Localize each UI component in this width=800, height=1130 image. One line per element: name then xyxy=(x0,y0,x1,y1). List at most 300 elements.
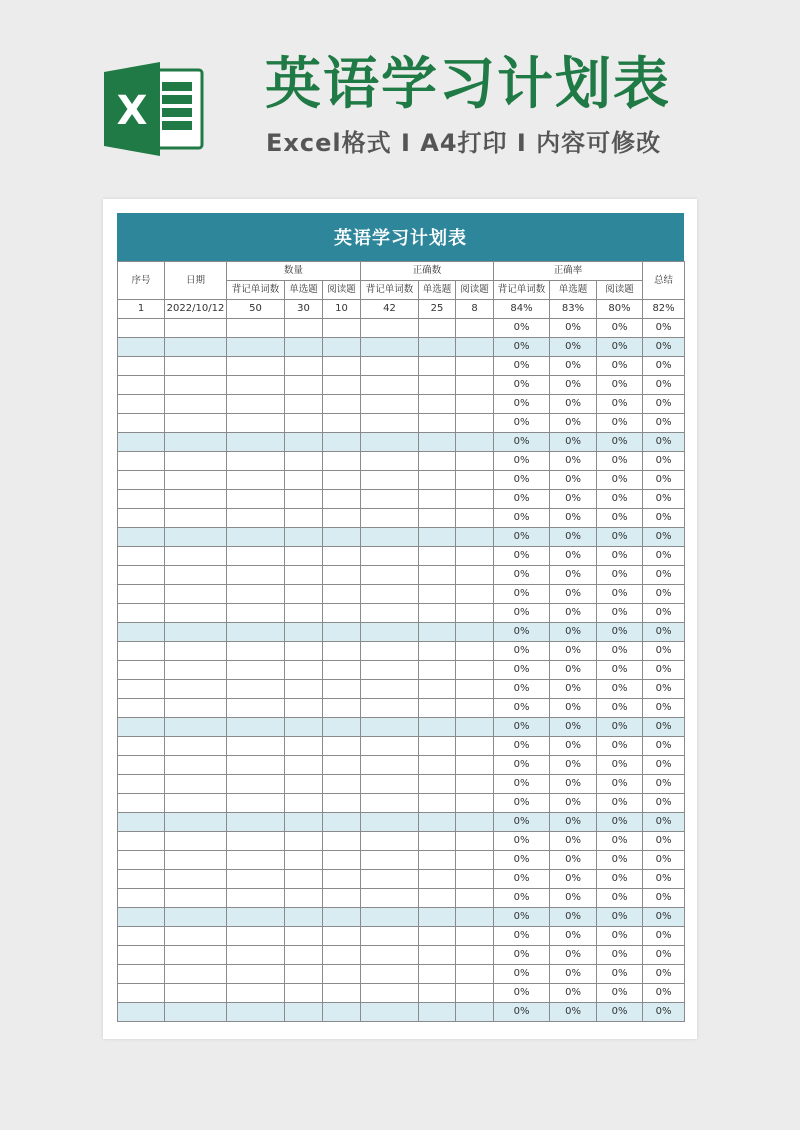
cell-rate-reading[interactable]: 0% xyxy=(597,338,643,357)
cell-qty-reading[interactable] xyxy=(323,566,361,585)
cell-date[interactable] xyxy=(165,490,227,509)
cell-date[interactable] xyxy=(165,1003,227,1022)
cell-rate-reading[interactable]: 0% xyxy=(597,395,643,414)
cell-correct-reading[interactable] xyxy=(456,832,494,851)
cell-qty-choice[interactable] xyxy=(285,471,323,490)
cell-rate-vocab[interactable]: 0% xyxy=(494,965,550,984)
cell-rate-vocab[interactable]: 0% xyxy=(494,984,550,1003)
cell-qty-choice[interactable] xyxy=(285,433,323,452)
cell-rate-vocab[interactable]: 0% xyxy=(494,680,550,699)
cell-rate-reading[interactable]: 0% xyxy=(597,471,643,490)
cell-correct-reading[interactable] xyxy=(456,718,494,737)
cell-qty-choice[interactable] xyxy=(285,623,323,642)
cell-rate-reading[interactable]: 0% xyxy=(597,528,643,547)
cell-qty-vocab[interactable] xyxy=(227,623,285,642)
cell-total[interactable]: 0% xyxy=(643,471,685,490)
cell-qty-choice[interactable] xyxy=(285,1003,323,1022)
cell-qty-choice[interactable] xyxy=(285,908,323,927)
cell-seq[interactable] xyxy=(118,566,165,585)
cell-rate-choice[interactable]: 0% xyxy=(550,528,597,547)
cell-qty-choice[interactable] xyxy=(285,718,323,737)
cell-seq[interactable] xyxy=(118,661,165,680)
cell-correct-choice[interactable] xyxy=(419,547,456,566)
cell-rate-vocab[interactable]: 0% xyxy=(494,585,550,604)
cell-rate-reading[interactable]: 0% xyxy=(597,908,643,927)
cell-total[interactable]: 0% xyxy=(643,851,685,870)
cell-rate-reading[interactable]: 0% xyxy=(597,547,643,566)
cell-qty-reading[interactable] xyxy=(323,775,361,794)
cell-qty-reading[interactable] xyxy=(323,452,361,471)
cell-correct-reading[interactable] xyxy=(456,775,494,794)
cell-rate-reading[interactable]: 0% xyxy=(597,623,643,642)
cell-date[interactable] xyxy=(165,737,227,756)
cell-qty-reading[interactable] xyxy=(323,794,361,813)
cell-qty-vocab[interactable] xyxy=(227,433,285,452)
cell-correct-choice[interactable] xyxy=(419,984,456,1003)
cell-rate-choice[interactable]: 83% xyxy=(550,300,597,319)
cell-correct-reading[interactable] xyxy=(456,908,494,927)
cell-correct-reading[interactable] xyxy=(456,376,494,395)
cell-qty-vocab[interactable] xyxy=(227,927,285,946)
cell-date[interactable] xyxy=(165,699,227,718)
cell-qty-vocab[interactable] xyxy=(227,1003,285,1022)
cell-total[interactable]: 0% xyxy=(643,623,685,642)
cell-total[interactable]: 0% xyxy=(643,756,685,775)
cell-rate-vocab[interactable]: 0% xyxy=(494,642,550,661)
cell-correct-choice[interactable] xyxy=(419,927,456,946)
cell-qty-choice[interactable] xyxy=(285,452,323,471)
cell-rate-choice[interactable]: 0% xyxy=(550,376,597,395)
cell-rate-choice[interactable]: 0% xyxy=(550,851,597,870)
cell-rate-choice[interactable]: 0% xyxy=(550,870,597,889)
cell-correct-vocab[interactable] xyxy=(361,528,419,547)
cell-rate-reading[interactable]: 0% xyxy=(597,832,643,851)
cell-date[interactable] xyxy=(165,718,227,737)
cell-correct-reading[interactable] xyxy=(456,699,494,718)
cell-date[interactable] xyxy=(165,623,227,642)
cell-correct-choice[interactable] xyxy=(419,623,456,642)
cell-total[interactable]: 0% xyxy=(643,604,685,623)
cell-correct-reading[interactable] xyxy=(456,642,494,661)
cell-rate-choice[interactable]: 0% xyxy=(550,509,597,528)
cell-correct-reading[interactable] xyxy=(456,528,494,547)
cell-rate-reading[interactable]: 0% xyxy=(597,490,643,509)
cell-qty-choice[interactable] xyxy=(285,832,323,851)
cell-rate-reading[interactable]: 80% xyxy=(597,300,643,319)
cell-correct-vocab[interactable] xyxy=(361,984,419,1003)
cell-seq[interactable] xyxy=(118,832,165,851)
cell-qty-choice[interactable] xyxy=(285,756,323,775)
cell-correct-choice[interactable] xyxy=(419,832,456,851)
cell-correct-choice[interactable] xyxy=(419,680,456,699)
cell-total[interactable]: 0% xyxy=(643,908,685,927)
cell-qty-vocab[interactable] xyxy=(227,946,285,965)
cell-correct-choice[interactable] xyxy=(419,357,456,376)
cell-qty-reading[interactable] xyxy=(323,851,361,870)
cell-correct-choice[interactable] xyxy=(419,851,456,870)
cell-qty-choice[interactable] xyxy=(285,889,323,908)
cell-date[interactable] xyxy=(165,585,227,604)
cell-rate-vocab[interactable]: 0% xyxy=(494,718,550,737)
cell-qty-vocab[interactable] xyxy=(227,661,285,680)
cell-seq[interactable] xyxy=(118,889,165,908)
cell-rate-vocab[interactable]: 0% xyxy=(494,528,550,547)
cell-qty-choice[interactable] xyxy=(285,737,323,756)
cell-qty-choice[interactable] xyxy=(285,376,323,395)
cell-correct-reading[interactable] xyxy=(456,984,494,1003)
cell-qty-reading[interactable] xyxy=(323,965,361,984)
cell-rate-reading[interactable]: 0% xyxy=(597,718,643,737)
cell-qty-choice[interactable] xyxy=(285,509,323,528)
cell-seq[interactable] xyxy=(118,528,165,547)
cell-rate-choice[interactable]: 0% xyxy=(550,889,597,908)
cell-correct-choice[interactable] xyxy=(419,756,456,775)
cell-qty-reading[interactable] xyxy=(323,927,361,946)
cell-rate-choice[interactable]: 0% xyxy=(550,775,597,794)
cell-rate-reading[interactable]: 0% xyxy=(597,604,643,623)
cell-qty-reading[interactable] xyxy=(323,699,361,718)
cell-qty-vocab[interactable] xyxy=(227,718,285,737)
cell-rate-choice[interactable]: 0% xyxy=(550,623,597,642)
cell-qty-choice[interactable] xyxy=(285,528,323,547)
cell-date[interactable] xyxy=(165,338,227,357)
cell-qty-reading[interactable] xyxy=(323,756,361,775)
cell-qty-choice[interactable] xyxy=(285,813,323,832)
cell-correct-choice[interactable] xyxy=(419,737,456,756)
cell-rate-reading[interactable]: 0% xyxy=(597,319,643,338)
cell-rate-reading[interactable]: 0% xyxy=(597,1003,643,1022)
cell-total[interactable]: 0% xyxy=(643,414,685,433)
cell-rate-reading[interactable]: 0% xyxy=(597,984,643,1003)
cell-total[interactable]: 0% xyxy=(643,680,685,699)
cell-correct-reading[interactable] xyxy=(456,433,494,452)
cell-date[interactable] xyxy=(165,433,227,452)
cell-rate-vocab[interactable]: 0% xyxy=(494,414,550,433)
cell-date[interactable] xyxy=(165,642,227,661)
cell-qty-reading[interactable]: 10 xyxy=(323,300,361,319)
cell-rate-reading[interactable]: 0% xyxy=(597,642,643,661)
cell-seq[interactable] xyxy=(118,414,165,433)
cell-correct-reading[interactable]: 8 xyxy=(456,300,494,319)
cell-rate-reading[interactable]: 0% xyxy=(597,851,643,870)
cell-qty-reading[interactable] xyxy=(323,585,361,604)
cell-correct-vocab[interactable] xyxy=(361,414,419,433)
cell-date[interactable] xyxy=(165,509,227,528)
cell-correct-vocab[interactable] xyxy=(361,794,419,813)
cell-seq[interactable] xyxy=(118,642,165,661)
cell-seq[interactable] xyxy=(118,319,165,338)
cell-correct-reading[interactable] xyxy=(456,680,494,699)
cell-qty-vocab[interactable] xyxy=(227,547,285,566)
cell-rate-vocab[interactable]: 0% xyxy=(494,547,550,566)
cell-correct-vocab[interactable] xyxy=(361,319,419,338)
cell-correct-reading[interactable] xyxy=(456,566,494,585)
cell-qty-reading[interactable] xyxy=(323,946,361,965)
cell-rate-vocab[interactable]: 0% xyxy=(494,319,550,338)
cell-qty-choice[interactable] xyxy=(285,794,323,813)
cell-rate-choice[interactable]: 0% xyxy=(550,699,597,718)
cell-correct-vocab[interactable] xyxy=(361,737,419,756)
cell-qty-choice[interactable] xyxy=(285,585,323,604)
cell-rate-choice[interactable]: 0% xyxy=(550,566,597,585)
cell-rate-vocab[interactable]: 0% xyxy=(494,1003,550,1022)
cell-correct-vocab[interactable] xyxy=(361,927,419,946)
cell-qty-reading[interactable] xyxy=(323,414,361,433)
cell-correct-vocab[interactable] xyxy=(361,357,419,376)
cell-date[interactable] xyxy=(165,813,227,832)
cell-rate-reading[interactable]: 0% xyxy=(597,452,643,471)
cell-rate-vocab[interactable]: 0% xyxy=(494,357,550,376)
cell-correct-choice[interactable] xyxy=(419,870,456,889)
cell-total[interactable]: 0% xyxy=(643,585,685,604)
cell-seq[interactable] xyxy=(118,452,165,471)
cell-total[interactable]: 0% xyxy=(643,794,685,813)
cell-correct-choice[interactable] xyxy=(419,965,456,984)
cell-rate-vocab[interactable]: 0% xyxy=(494,566,550,585)
cell-date[interactable] xyxy=(165,889,227,908)
cell-total[interactable]: 0% xyxy=(643,395,685,414)
cell-correct-choice[interactable] xyxy=(419,376,456,395)
cell-rate-choice[interactable]: 0% xyxy=(550,661,597,680)
cell-qty-reading[interactable] xyxy=(323,528,361,547)
cell-seq[interactable] xyxy=(118,813,165,832)
cell-correct-choice[interactable] xyxy=(419,414,456,433)
cell-rate-vocab[interactable]: 0% xyxy=(494,889,550,908)
cell-rate-vocab[interactable]: 0% xyxy=(494,813,550,832)
cell-total[interactable]: 0% xyxy=(643,376,685,395)
cell-rate-vocab[interactable]: 0% xyxy=(494,509,550,528)
cell-rate-vocab[interactable]: 0% xyxy=(494,851,550,870)
cell-rate-reading[interactable]: 0% xyxy=(597,414,643,433)
cell-total[interactable]: 0% xyxy=(643,433,685,452)
cell-seq[interactable] xyxy=(118,946,165,965)
cell-qty-reading[interactable] xyxy=(323,661,361,680)
cell-qty-reading[interactable] xyxy=(323,509,361,528)
cell-seq[interactable] xyxy=(118,984,165,1003)
cell-qty-vocab[interactable] xyxy=(227,965,285,984)
cell-total[interactable]: 0% xyxy=(643,1003,685,1022)
cell-correct-reading[interactable] xyxy=(456,813,494,832)
cell-rate-choice[interactable]: 0% xyxy=(550,832,597,851)
cell-total[interactable]: 0% xyxy=(643,946,685,965)
cell-correct-choice[interactable] xyxy=(419,908,456,927)
cell-qty-reading[interactable] xyxy=(323,908,361,927)
cell-correct-vocab[interactable] xyxy=(361,908,419,927)
cell-rate-reading[interactable]: 0% xyxy=(597,889,643,908)
cell-qty-reading[interactable] xyxy=(323,338,361,357)
cell-rate-choice[interactable]: 0% xyxy=(550,927,597,946)
cell-qty-choice[interactable] xyxy=(285,775,323,794)
cell-correct-choice[interactable] xyxy=(419,319,456,338)
cell-correct-reading[interactable] xyxy=(456,338,494,357)
cell-qty-vocab[interactable] xyxy=(227,566,285,585)
cell-qty-vocab[interactable]: 50 xyxy=(227,300,285,319)
cell-correct-reading[interactable] xyxy=(456,661,494,680)
cell-correct-choice[interactable] xyxy=(419,528,456,547)
cell-qty-vocab[interactable] xyxy=(227,737,285,756)
cell-correct-reading[interactable] xyxy=(456,1003,494,1022)
cell-qty-choice[interactable] xyxy=(285,984,323,1003)
cell-total[interactable]: 0% xyxy=(643,889,685,908)
cell-qty-reading[interactable] xyxy=(323,395,361,414)
cell-correct-reading[interactable] xyxy=(456,889,494,908)
cell-total[interactable]: 0% xyxy=(643,547,685,566)
cell-rate-choice[interactable]: 0% xyxy=(550,813,597,832)
cell-correct-reading[interactable] xyxy=(456,585,494,604)
cell-total[interactable]: 0% xyxy=(643,452,685,471)
cell-seq[interactable] xyxy=(118,775,165,794)
cell-correct-choice[interactable] xyxy=(419,1003,456,1022)
cell-total[interactable]: 0% xyxy=(643,661,685,680)
cell-rate-vocab[interactable]: 0% xyxy=(494,699,550,718)
cell-seq[interactable] xyxy=(118,756,165,775)
cell-rate-reading[interactable]: 0% xyxy=(597,661,643,680)
cell-qty-reading[interactable] xyxy=(323,1003,361,1022)
cell-correct-vocab[interactable] xyxy=(361,775,419,794)
cell-correct-vocab[interactable] xyxy=(361,813,419,832)
cell-seq[interactable] xyxy=(118,737,165,756)
cell-correct-choice[interactable] xyxy=(419,566,456,585)
cell-correct-reading[interactable] xyxy=(456,395,494,414)
cell-correct-choice[interactable] xyxy=(419,661,456,680)
cell-correct-vocab[interactable] xyxy=(361,661,419,680)
cell-rate-vocab[interactable]: 0% xyxy=(494,870,550,889)
cell-correct-reading[interactable] xyxy=(456,623,494,642)
cell-seq[interactable] xyxy=(118,965,165,984)
cell-qty-reading[interactable] xyxy=(323,870,361,889)
cell-date[interactable] xyxy=(165,946,227,965)
cell-qty-vocab[interactable] xyxy=(227,490,285,509)
cell-qty-vocab[interactable] xyxy=(227,832,285,851)
cell-qty-choice[interactable] xyxy=(285,357,323,376)
cell-date[interactable] xyxy=(165,908,227,927)
cell-qty-vocab[interactable] xyxy=(227,452,285,471)
cell-correct-vocab[interactable] xyxy=(361,699,419,718)
cell-correct-choice[interactable] xyxy=(419,433,456,452)
cell-seq[interactable] xyxy=(118,357,165,376)
cell-correct-vocab[interactable] xyxy=(361,1003,419,1022)
cell-qty-reading[interactable] xyxy=(323,680,361,699)
cell-total[interactable]: 0% xyxy=(643,357,685,376)
cell-rate-choice[interactable]: 0% xyxy=(550,319,597,338)
cell-rate-reading[interactable]: 0% xyxy=(597,870,643,889)
cell-total[interactable]: 0% xyxy=(643,490,685,509)
cell-qty-choice[interactable] xyxy=(285,604,323,623)
cell-qty-reading[interactable] xyxy=(323,832,361,851)
cell-correct-reading[interactable] xyxy=(456,414,494,433)
cell-qty-reading[interactable] xyxy=(323,718,361,737)
cell-correct-vocab[interactable] xyxy=(361,452,419,471)
cell-date[interactable] xyxy=(165,661,227,680)
cell-rate-choice[interactable]: 0% xyxy=(550,585,597,604)
cell-qty-reading[interactable] xyxy=(323,319,361,338)
cell-correct-vocab[interactable] xyxy=(361,433,419,452)
cell-rate-vocab[interactable]: 0% xyxy=(494,623,550,642)
cell-qty-choice[interactable] xyxy=(285,319,323,338)
cell-total[interactable]: 0% xyxy=(643,870,685,889)
cell-qty-choice[interactable] xyxy=(285,870,323,889)
cell-correct-vocab[interactable] xyxy=(361,965,419,984)
cell-date[interactable] xyxy=(165,984,227,1003)
cell-qty-choice[interactable] xyxy=(285,699,323,718)
cell-date[interactable] xyxy=(165,528,227,547)
cell-qty-vocab[interactable] xyxy=(227,357,285,376)
cell-correct-reading[interactable] xyxy=(456,490,494,509)
cell-seq[interactable] xyxy=(118,623,165,642)
cell-correct-vocab[interactable] xyxy=(361,642,419,661)
cell-rate-reading[interactable]: 0% xyxy=(597,775,643,794)
cell-correct-choice[interactable] xyxy=(419,452,456,471)
cell-correct-vocab[interactable] xyxy=(361,604,419,623)
cell-rate-vocab[interactable]: 84% xyxy=(494,300,550,319)
cell-correct-reading[interactable] xyxy=(456,946,494,965)
cell-qty-vocab[interactable] xyxy=(227,338,285,357)
cell-rate-vocab[interactable]: 0% xyxy=(494,794,550,813)
cell-correct-reading[interactable] xyxy=(456,965,494,984)
cell-seq[interactable] xyxy=(118,471,165,490)
cell-correct-reading[interactable] xyxy=(456,471,494,490)
cell-rate-vocab[interactable]: 0% xyxy=(494,490,550,509)
cell-date[interactable] xyxy=(165,604,227,623)
cell-qty-choice[interactable] xyxy=(285,946,323,965)
cell-qty-choice[interactable] xyxy=(285,414,323,433)
cell-seq[interactable]: 1 xyxy=(118,300,165,319)
cell-correct-choice[interactable] xyxy=(419,813,456,832)
cell-qty-vocab[interactable] xyxy=(227,794,285,813)
cell-correct-vocab[interactable] xyxy=(361,395,419,414)
cell-seq[interactable] xyxy=(118,547,165,566)
cell-rate-reading[interactable]: 0% xyxy=(597,756,643,775)
cell-seq[interactable] xyxy=(118,927,165,946)
cell-qty-choice[interactable] xyxy=(285,566,323,585)
cell-date[interactable] xyxy=(165,965,227,984)
cell-rate-choice[interactable]: 0% xyxy=(550,984,597,1003)
cell-rate-vocab[interactable]: 0% xyxy=(494,433,550,452)
cell-seq[interactable] xyxy=(118,433,165,452)
cell-qty-vocab[interactable] xyxy=(227,376,285,395)
cell-rate-vocab[interactable]: 0% xyxy=(494,452,550,471)
cell-rate-reading[interactable]: 0% xyxy=(597,357,643,376)
cell-rate-reading[interactable]: 0% xyxy=(597,813,643,832)
cell-total[interactable]: 0% xyxy=(643,965,685,984)
cell-rate-choice[interactable]: 0% xyxy=(550,604,597,623)
cell-qty-choice[interactable] xyxy=(285,851,323,870)
cell-qty-choice[interactable] xyxy=(285,490,323,509)
cell-correct-choice[interactable] xyxy=(419,471,456,490)
cell-total[interactable]: 0% xyxy=(643,927,685,946)
cell-qty-vocab[interactable] xyxy=(227,870,285,889)
cell-qty-reading[interactable] xyxy=(323,737,361,756)
cell-correct-reading[interactable] xyxy=(456,737,494,756)
cell-qty-vocab[interactable] xyxy=(227,984,285,1003)
cell-rate-vocab[interactable]: 0% xyxy=(494,927,550,946)
cell-rate-choice[interactable]: 0% xyxy=(550,794,597,813)
cell-total[interactable]: 0% xyxy=(643,642,685,661)
cell-rate-reading[interactable]: 0% xyxy=(597,737,643,756)
cell-rate-reading[interactable]: 0% xyxy=(597,566,643,585)
cell-qty-vocab[interactable] xyxy=(227,414,285,433)
cell-correct-choice[interactable]: 25 xyxy=(419,300,456,319)
cell-date[interactable] xyxy=(165,414,227,433)
cell-correct-vocab[interactable] xyxy=(361,509,419,528)
cell-qty-reading[interactable] xyxy=(323,889,361,908)
cell-correct-choice[interactable] xyxy=(419,395,456,414)
cell-qty-vocab[interactable] xyxy=(227,585,285,604)
cell-rate-vocab[interactable]: 0% xyxy=(494,395,550,414)
cell-correct-vocab[interactable]: 42 xyxy=(361,300,419,319)
cell-correct-vocab[interactable] xyxy=(361,680,419,699)
cell-rate-reading[interactable]: 0% xyxy=(597,509,643,528)
